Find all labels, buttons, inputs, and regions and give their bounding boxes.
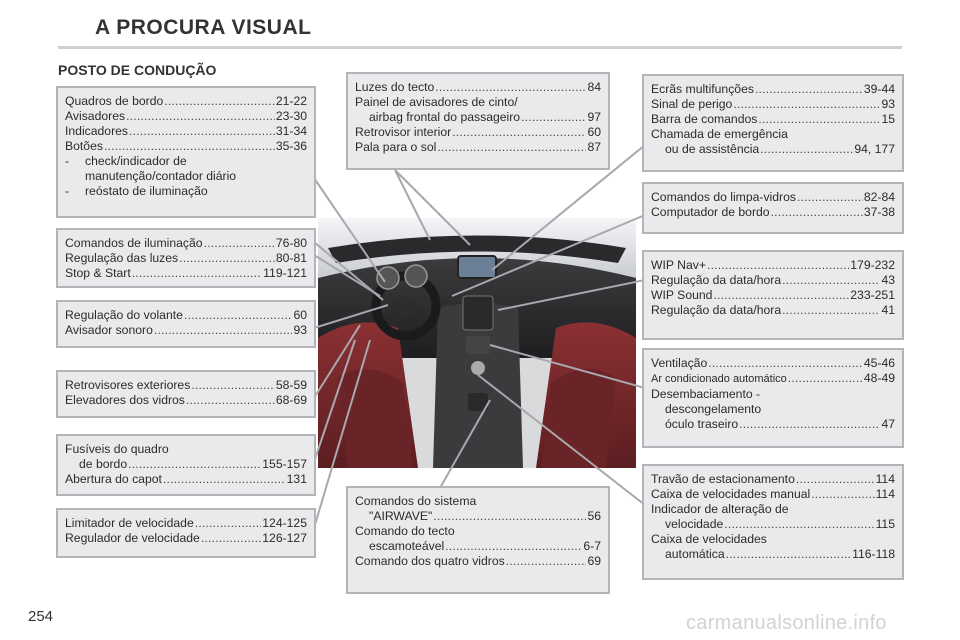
box-airwave (346, 486, 610, 594)
box-wip (642, 250, 904, 340)
entry-travao-estacionamento[interactable]: Travão de estacionamento ..... 114 (651, 472, 895, 487)
entry-velocidade[interactable]: velocidade ..... 115 (651, 517, 895, 532)
entry-pala-sol[interactable]: Pala para o sol ..... 87 (355, 140, 601, 155)
entry-avisador-sonoro[interactable]: Avisador sonoro ..... 93 (65, 323, 307, 338)
entry-regulacao-luzes[interactable]: Regulação das luzes ..... 80-81 (65, 251, 307, 266)
entry-comandos-iluminacao[interactable]: Comandos de iluminação ..... 76-80 (65, 236, 307, 251)
box-quadros-de-bordo (56, 86, 316, 218)
entry-escamoteavel[interactable]: escamoteável ..... 6-7 (355, 539, 601, 554)
entry-retrovisor-interior[interactable]: Retrovisor interior ..... 60 (355, 125, 601, 140)
entry-wip-sound[interactable]: WIP Sound ..... 233-251 (651, 288, 895, 303)
entry-sinal-perigo[interactable]: Sinal de perigo ..... 93 (651, 97, 895, 112)
text-comando-tecto: Comando do tecto (355, 524, 455, 538)
sub-reostato: - reóstato de iluminação (65, 184, 208, 198)
entry-luzes-tecto[interactable]: Luzes do tecto ..... 84 (355, 80, 601, 95)
box-iluminacao (56, 228, 316, 288)
entry-indicadores[interactable]: Indicadores ..... 31-34 (65, 124, 307, 139)
entry-barra-comandos[interactable]: Barra de comandos ..... 15 (651, 112, 895, 127)
text-fusiveis: Fusíveis do quadro (65, 442, 169, 456)
text-chamada-emergencia: Chamada de emergência (651, 127, 788, 141)
entry-elevadores-vidros[interactable]: Elevadores dos vidros ..... 68-69 (65, 393, 307, 408)
entry-computador-bordo[interactable]: Computador de bordo ..... 37-38 (651, 205, 895, 220)
box-ventilacao (642, 348, 904, 448)
entry-airwave[interactable]: "AIRWAVE" ..... 56 (355, 509, 601, 524)
text-indicador-alteracao: Indicador de alteração de (651, 502, 789, 516)
entry-assistencia[interactable]: ou de assistência ..... 94, 177 (651, 142, 895, 157)
entry-ar-condicionado[interactable]: Ar condicionado automático ..... 48-49 (651, 371, 895, 387)
text-comandos-sistema: Comandos do sistema (355, 494, 477, 508)
entry-quatro-vidros[interactable]: Comando dos quatro vidros ..... 69 (355, 554, 601, 569)
entry-oculo-traseiro[interactable]: óculo traseiro ..... 47 (651, 417, 895, 432)
entry-abertura-capot[interactable]: Abertura do capot ..... 131 (65, 472, 307, 487)
entry-stop-start[interactable]: Stop & Start ..... 119-121 (65, 266, 307, 281)
entry-regulador-velocidade[interactable]: Regulador de velocidade ..... 126-127 (65, 531, 307, 546)
entry-quadros[interactable]: Quadros de bordo ..... 21-22 (65, 94, 307, 109)
entry-limpa-vidros[interactable]: Comandos do limpa-vidros ..... 82-84 (651, 190, 895, 205)
entry-avisadores[interactable]: Avisadores ..... 23-30 (65, 109, 307, 124)
entry-automatica[interactable]: automática ..... 116-118 (651, 547, 895, 562)
section-heading: POSTO DE CONDUÇÃO (58, 62, 217, 78)
watermark: carmanualsonline.info (686, 612, 887, 634)
box-limitador (56, 508, 316, 558)
title-divider (58, 46, 902, 49)
entry-regulacao-volante[interactable]: Regulação do volante ..... 60 (65, 308, 307, 323)
entry-caixa-manual[interactable]: Caixa de velocidades manual ..... 114 (651, 487, 895, 502)
entry-ventilacao[interactable]: Ventilação ..... 45-46 (651, 356, 895, 371)
box-retrovisores (56, 370, 316, 418)
box-ecras (642, 74, 904, 172)
text-caixa-velocidades: Caixa de velocidades (651, 532, 767, 546)
box-volante (56, 300, 316, 348)
entry-fusiveis-de-bordo[interactable]: de bordo ..... 155-157 (65, 457, 307, 472)
entry-wip-nav[interactable]: WIP Nav+ ..... 179-232 (651, 258, 895, 273)
page-title: A PROCURA VISUAL (95, 16, 312, 39)
sub-check-indicador: - check/indicador de manutenção/contador diário (65, 154, 237, 183)
box-limpa-vidros (642, 182, 904, 234)
entry-ecras-multifuncoes[interactable]: Ecrãs multifunções ..... 39-44 (651, 82, 895, 97)
text-painel-avisadores: Painel de avisadores de cinto/ (355, 95, 518, 109)
entry-botoes[interactable]: Botões ..... 35-36 (65, 139, 307, 154)
entry-regulacao-data-hora-2[interactable]: Regulação da data/hora ..... 41 (651, 303, 895, 318)
entry-retrovisores-exteriores[interactable]: Retrovisores exteriores ..... 58-59 (65, 378, 307, 393)
text-desembaciamento: Desembaciamento - (651, 387, 761, 401)
entry-airbag-passageiro[interactable]: airbag frontal do passageiro ..... 97 (355, 110, 601, 125)
text-descongelamento: descongelamento (665, 402, 762, 416)
box-travao (642, 464, 904, 580)
box-fusiveis (56, 434, 316, 496)
box-luzes-tecto (346, 72, 610, 170)
dashboard-illustration (318, 218, 636, 468)
entry-limitador-velocidade[interactable]: Limitador de velocidade ..... 124-125 (65, 516, 307, 531)
entry-regulacao-data-hora-1[interactable]: Regulação da data/hora ..... 43 (651, 273, 895, 288)
page-number: 254 (28, 608, 54, 625)
